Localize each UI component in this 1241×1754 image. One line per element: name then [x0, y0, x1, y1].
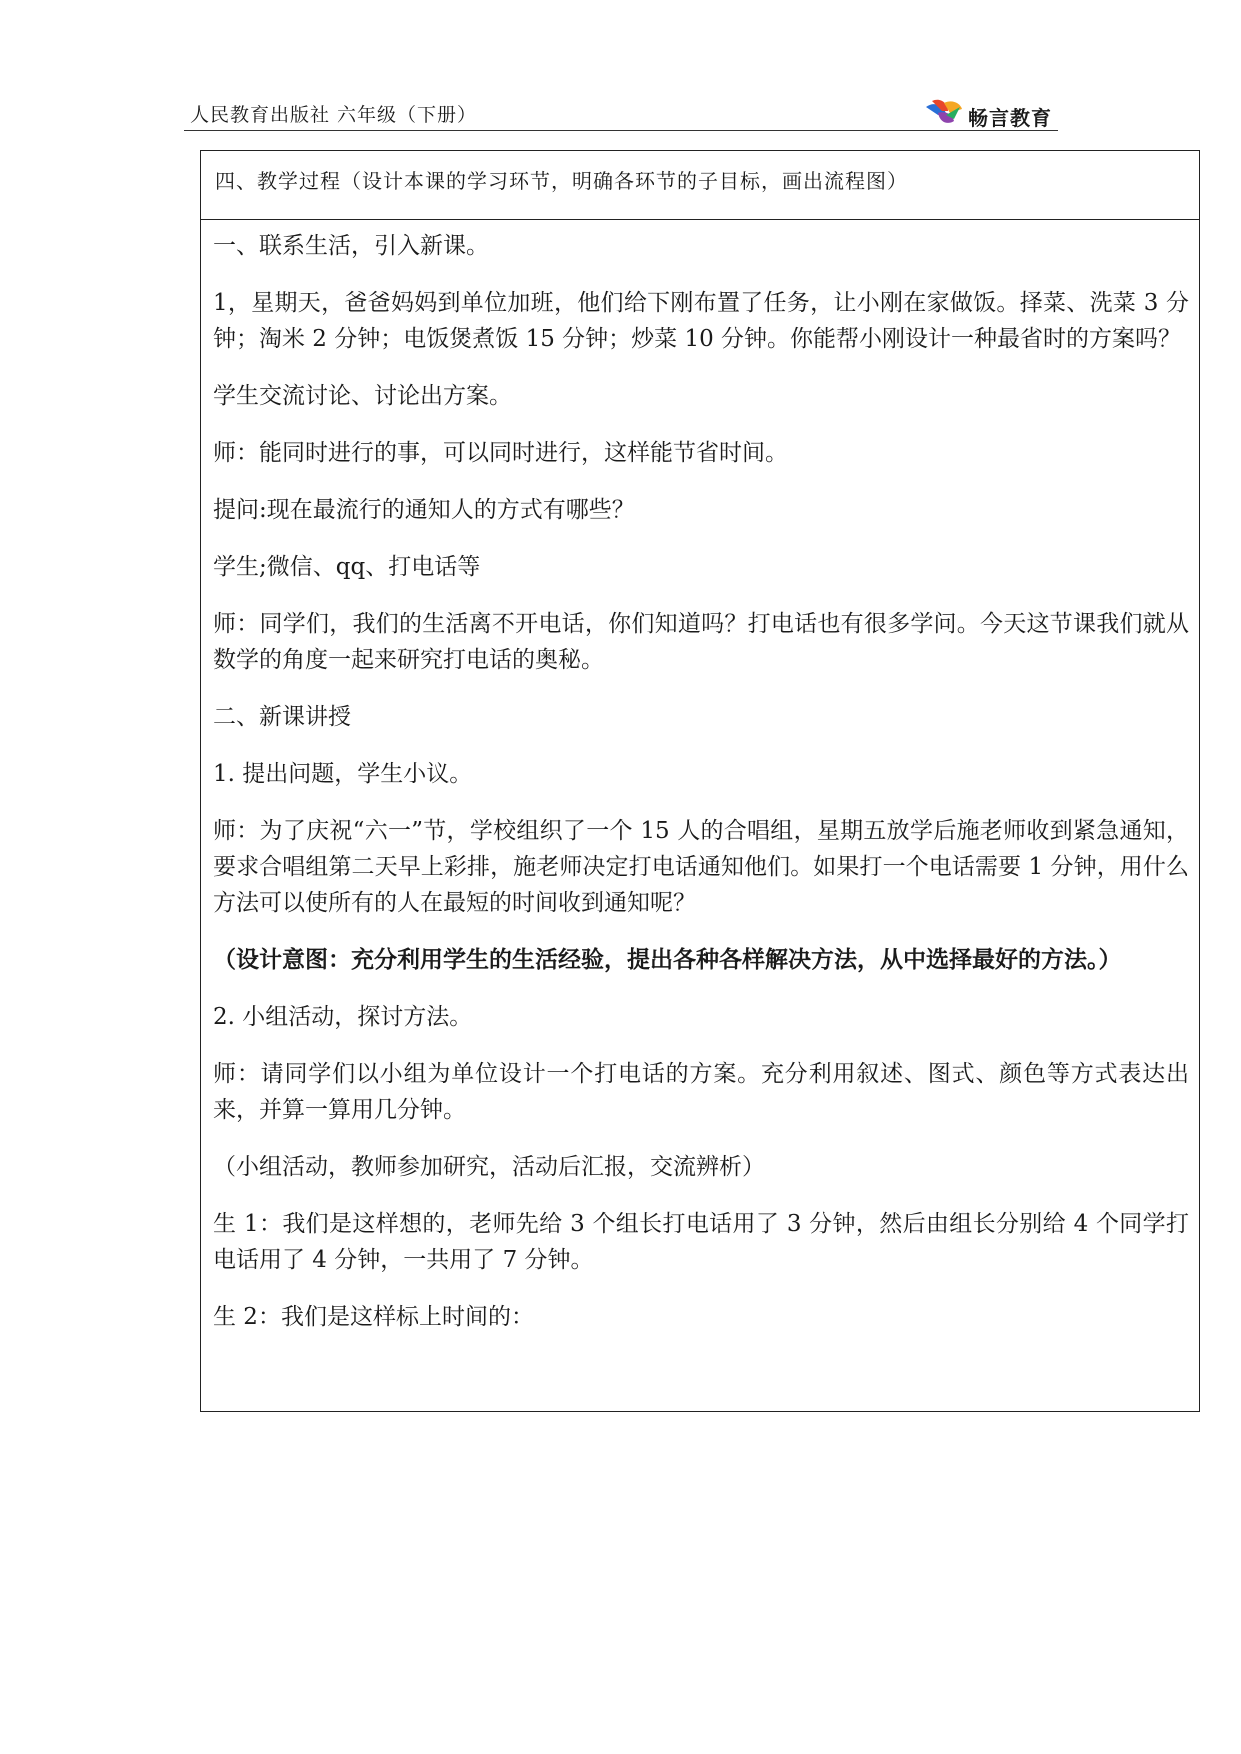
- paragraph: 1. 提出问题，学生小议。: [213, 761, 473, 787]
- page-header: [184, 84, 1058, 131]
- table-body: [201, 220, 1199, 1335]
- paragraph: 一、联系生活，引入新课。: [213, 233, 489, 259]
- brand-name: 畅言教育: [968, 106, 1052, 130]
- paragraph: （小组活动，教师参加研究，活动后汇报，交流辨析）: [213, 1154, 765, 1180]
- paragraph: 提问:现在最流行的通知人的方式有哪些？: [213, 497, 635, 523]
- paragraph: 师：请同学们以小组为单位设计一个打电话的方案。充分利用叙述、图式、颜色等方式表达出来，并算一算用几分钟。: [213, 1061, 1189, 1123]
- paragraph: 生 1：我们是这样想的，老师先给 3 个组长打电话用了 3 分钟，然后由组长分别给 4 个同学打电话用了 4 分钟，一共用了 7 分钟。: [213, 1211, 1189, 1273]
- paragraph: 学生;微信、qq、打电话等: [213, 554, 481, 580]
- section-title: 四、教学过程（设计本课的学习环节，明确各环节的子目标，画出流程图）: [201, 151, 1199, 220]
- paragraph: （设计意图：充分利用学生的生活经验，提出各种各样解决方法，从中选择最好的方法。）: [213, 946, 1122, 973]
- bird-logo-icon: [924, 97, 964, 129]
- brand-block: [924, 94, 1052, 131]
- paragraph: 师：同学们，我们的生活离不开电话，你们知道吗？打电话也有很多学问。今天这节课我们就从数学的角度一起来研究打电话的奥秘。: [213, 611, 1189, 673]
- publisher-label: 人民教育出版社 六年级（下册）: [190, 104, 478, 126]
- paragraph: 学生交流讨论、讨论出方案。: [213, 383, 512, 409]
- paragraph: 2. 小组活动，探讨方法。: [213, 1004, 473, 1030]
- paragraph: 1，星期天，爸爸妈妈到单位加班，他们给下刚布置了任务，让小刚在家做饭。择菜、洗菜 3 分钟；淘米 2 分钟；电饭煲煮饭 15 分钟；炒菜 10 分钟。你能帮小刚设计一种最省时的方案吗？: [213, 290, 1189, 352]
- lesson-table: [200, 150, 1200, 1412]
- paragraph: 师：能同时进行的事，可以同时进行，这样能节省时间。: [213, 440, 788, 466]
- paragraph: 生 2：我们是这样标上时间的：: [213, 1304, 534, 1330]
- paragraph: 师：为了庆祝“六一”节，学校组织了一个 15 人的合唱组，星期五放学后施老师收到紧急通知，要求合唱组第二天早上彩排，施老师决定打电话通知他们。如果打一个电话需要 1 分钟，用什么方法可以使所有的人在最短的时间收到通知呢？: [213, 818, 1189, 916]
- paragraph: 二、新课讲授: [213, 704, 351, 730]
